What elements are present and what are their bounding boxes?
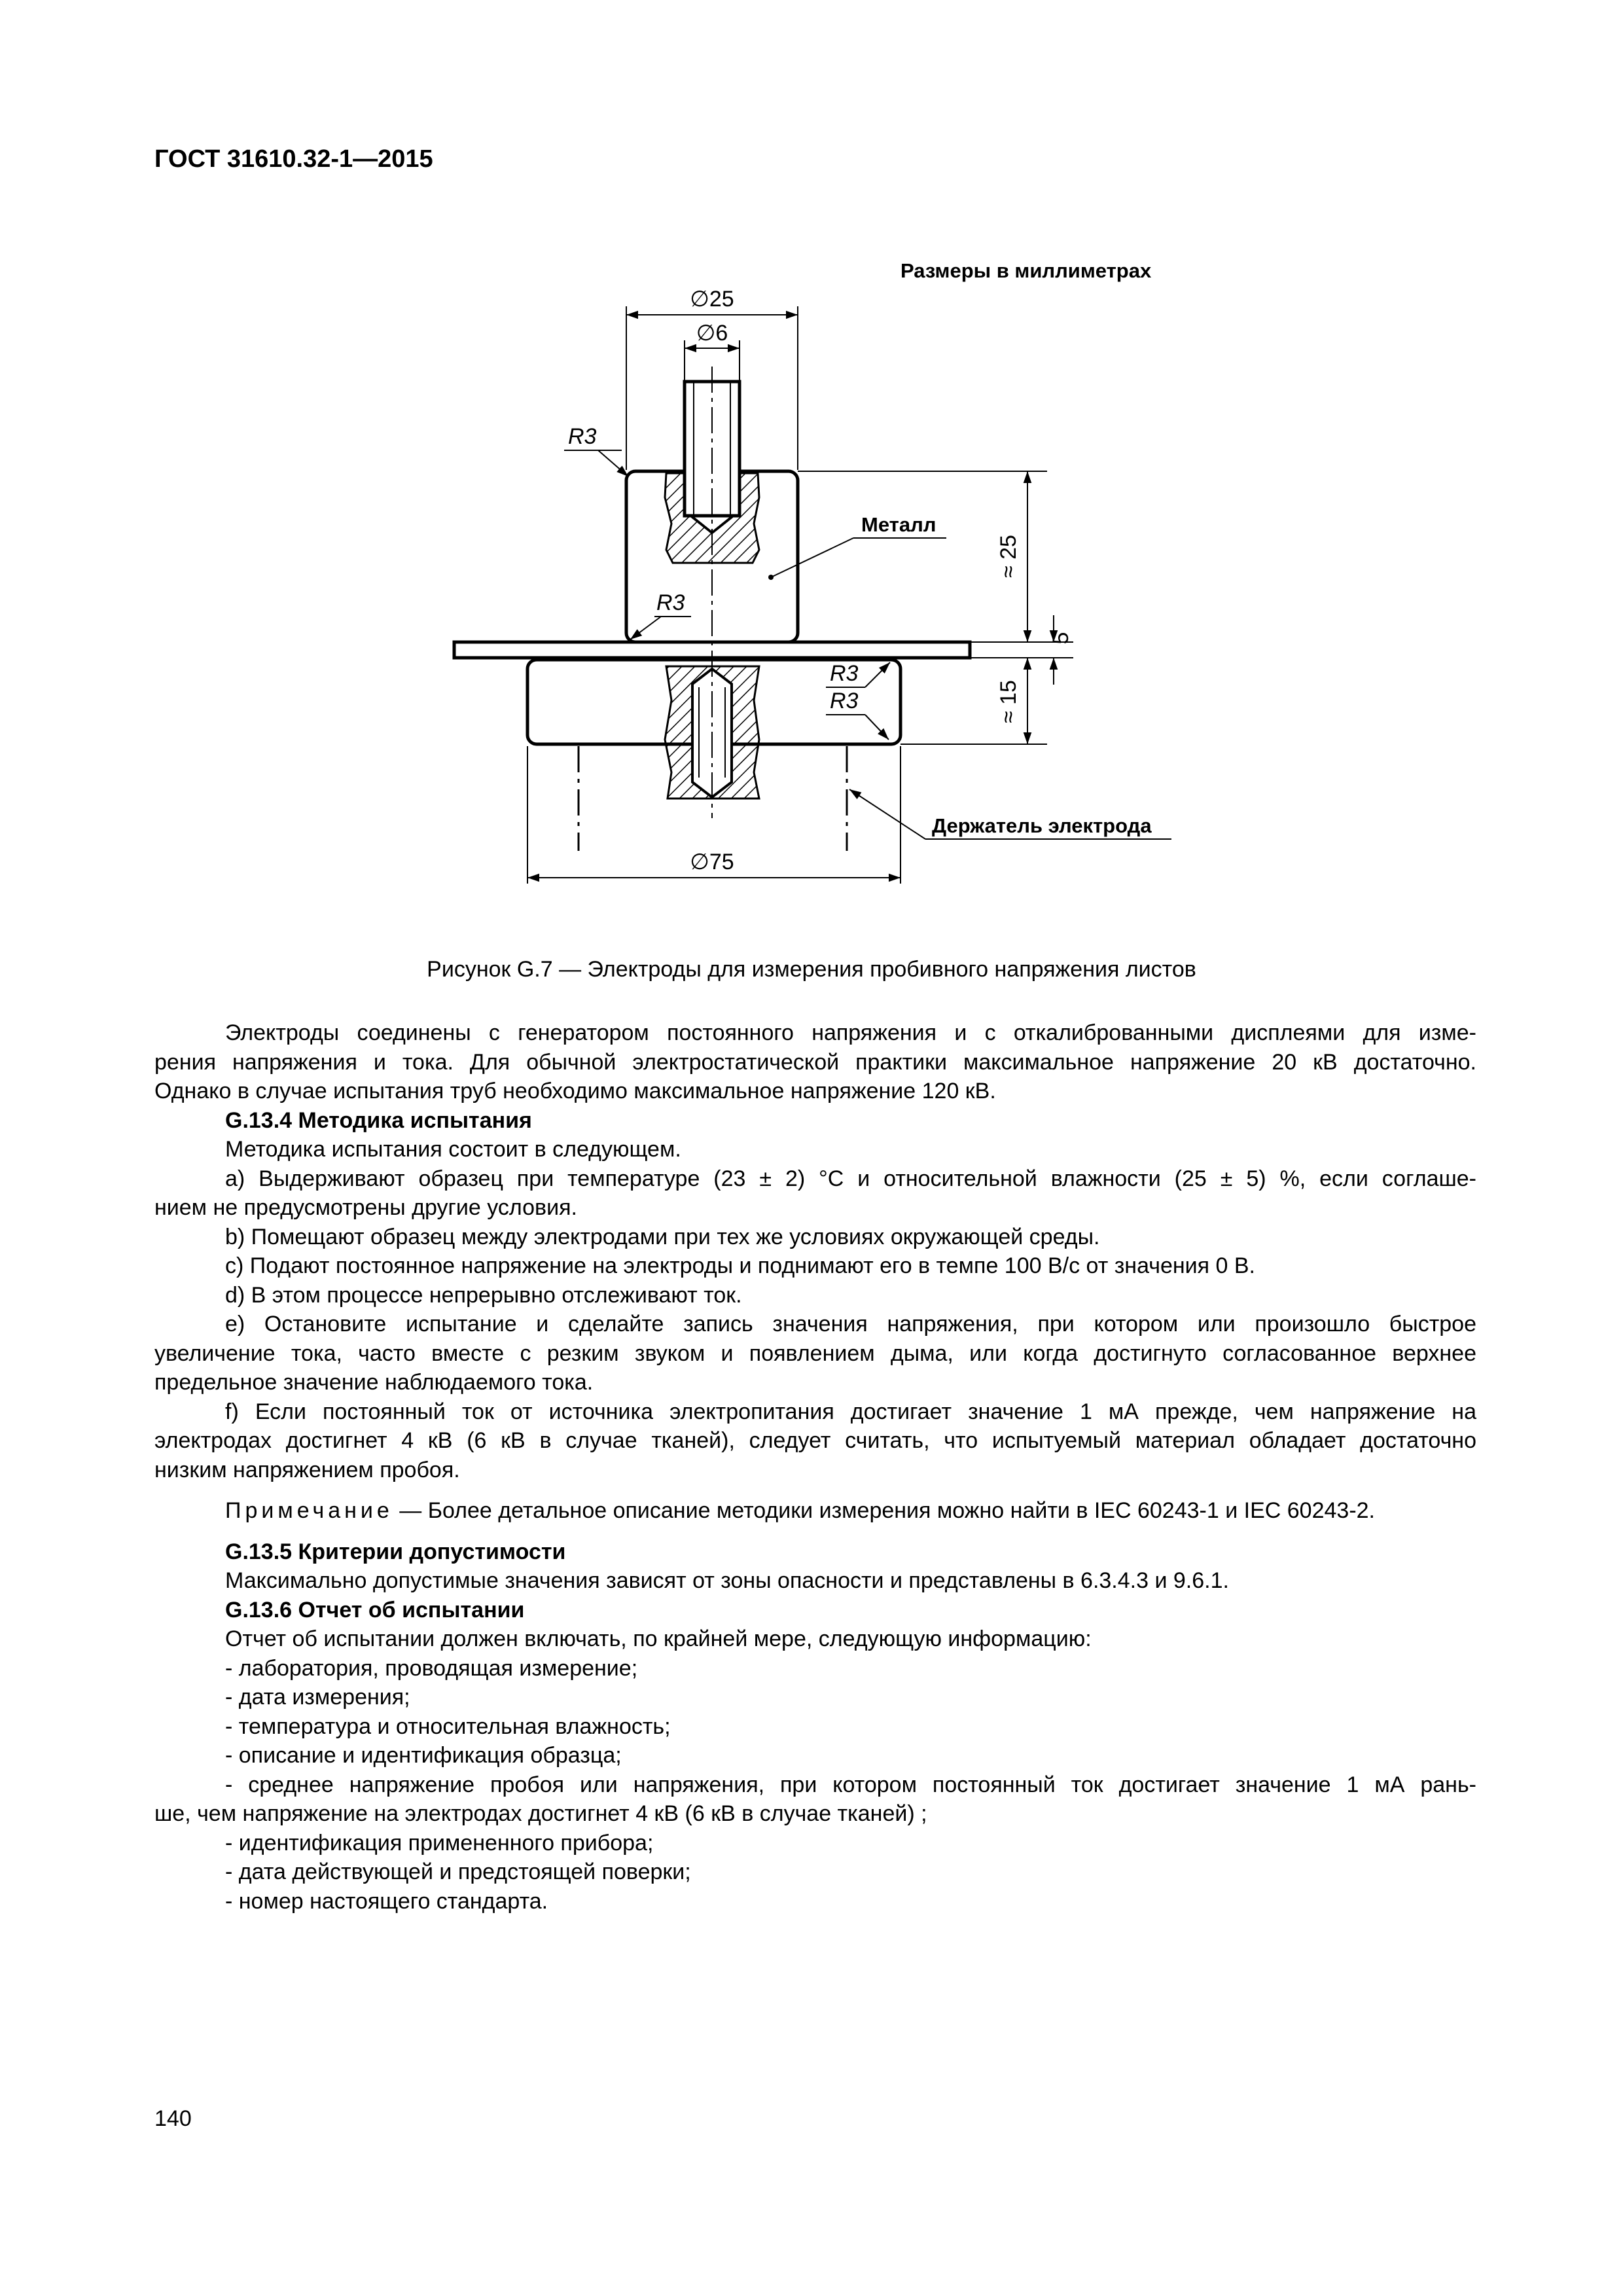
list-item: низким напряжением пробоя. [154,1457,460,1482]
paragraph: Максимально допустимые значения зависят от зоны опасности и представлены в 6.3.4.3 и 9.6.1. [225,1568,1229,1593]
list-item: c) Подают постоянное напряжение на электроды и поднимают его в темпе 100 В/с от значения 0 В. [225,1253,1255,1278]
body-text [154,1018,1476,1916]
list-item: нием не предусмотрены другие условия. [154,1195,577,1220]
radius-r3-bottom-upper: R3 [656,590,685,615]
list-item: - описание и идентификация образца; [225,1743,622,1768]
paragraph: Методика испытания состоит в следующем. [225,1137,681,1162]
list-item: f) Если постоянный ток от источника электропитания достигает значение 1 мА прежде, чем напряжение на [225,1399,1476,1424]
list-item: - дата действующей и предстоящей поверки; [225,1859,691,1884]
list-item: - дата измерения; [225,1685,410,1710]
list-item: b) Помещают образец между электродами при тех же условиях окружающей среды. [225,1224,1100,1249]
list-item: d) В этом процессе непрерывно отслеживают ток. [225,1282,742,1308]
paragraph: Отчет об испытании должен включать, по крайней мере, следующую информацию: [225,1626,1092,1651]
list-item: - среднее напряжение пробоя или напряжения, при котором постоянный ток достигает значение 1 мА рань- [225,1772,1476,1797]
section-heading: G.13.4 Методика испытания [225,1107,532,1133]
list-item: е) Остановите испытание и сделайте запись значения напряжения, при котором или произошло быстрое [225,1312,1476,1336]
units-note: Размеры в миллиметрах [901,259,1152,282]
paragraph: рения напряжения и тока. Для обычной электростатической практики максимальное напряжение 20 кВ достаточно. [154,1049,1476,1075]
note-text: — Более детальное описание методики измерения можно найти в IEC 60243-1 и IEC 60243-2. [393,1498,1375,1523]
section-heading: G.13.6 Отчет об испытании [225,1597,525,1623]
dim-d6: ∅6 [696,321,728,346]
dim-h5: 5 [1048,632,1073,645]
dim-d25: ∅25 [690,287,734,312]
list-item: электродах достигнет 4 кВ (6 кВ в случае тканей), следует считать, что испытуемый материал обладает достаточно [154,1428,1476,1453]
list-item: - идентификация примененного прибора; [225,1830,654,1856]
metal-label: Металл [861,513,936,536]
dim-h15: ≈ 15 [996,680,1021,723]
radius-r3-lower-1: R3 [830,661,859,686]
electrode-drawing [0,0,1623,929]
note-label: Примечание [225,1498,393,1523]
radius-r3-top: R3 [568,424,597,449]
dim-h25: ≈ 25 [996,535,1021,578]
list-item: - номер настоящего стандарта. [225,1888,548,1914]
list-item: предельное значение наблюдаемого тока. [154,1370,594,1395]
section-heading: G.13.5 Критерии допустимости [225,1539,566,1564]
holder-label: Держатель электрода [932,814,1152,837]
document-header: ГОСТ 31610.32-1—2015 [154,145,433,173]
list-item: - лаборатория, проводящая измерение; [225,1655,638,1681]
list-item: ше, чем напряжение на электродах достигнет 4 кВ (6 кВ в случае тканей) ; [154,1801,927,1826]
paragraph: Однако в случае испытания труб необходимо максимальное напряжение 120 кВ. [154,1079,996,1103]
paragraph: Электроды соединены с генератором постоянного напряжения и с откалиброванными дисплеями для изме- [225,1020,1476,1045]
dim-d75: ∅75 [690,850,734,874]
page-number: 140 [154,2106,192,2131]
list-item: - температура и относительная влажность; [225,1713,671,1739]
note [154,1496,1476,1526]
list-item: увеличение тока, часто вместе с резким звуком и появлением дыма, или когда достигнуто согласованное верхнее [154,1340,1476,1366]
figure-caption: Рисунок G.7 — Электроды для измерения пробивного напряжения листов [427,957,1196,982]
radius-r3-lower-2: R3 [830,689,859,713]
list-item: а) Выдерживают образец при температуре (23 ± 2) °С и относительной влажности (25 ± 5) %, если соглаше- [225,1166,1476,1191]
